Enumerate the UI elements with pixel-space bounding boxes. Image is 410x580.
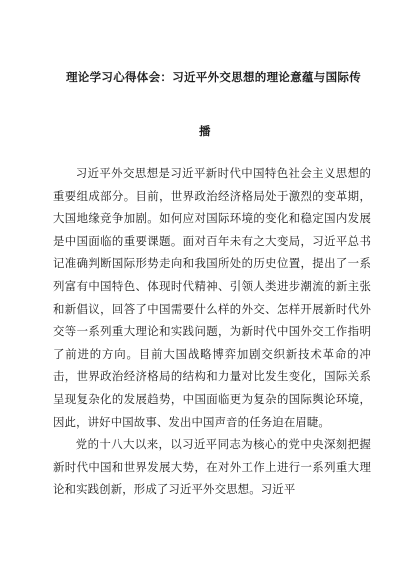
body-paragraph-2: 党的十八大以来，以习近平同志为核心的党中央深刻把握新时代中国和世界发展大势，在对外工作上进行一系列重大理论和实践创新，形成了习近平外交思想。习近平 bbox=[53, 437, 371, 497]
document-body bbox=[53, 162, 371, 501]
document-title-line2: 播 bbox=[199, 124, 211, 138]
body-paragraph-1: 习近平外交思想是习近平新时代中国特色社会主义思想的重要组成部分。目前，世界政治经济格局处于激烈的变革期，大国地缘竞争加剧。如何应对国际环境的变化和稳定国内发展是中国面临的重要课题。面对百年未有之大变局，习近平总书记准确判断国际形势走向和我国所处的历史位置，提出了一系列富有中国特色、体现时代精神、引领人类进步潮流的新主张和新倡议，回答了中国需要什么样的外交、怎样开展新时代外交等一系列重大理论和实践问题，为新时代中国外交工作指明了前进的方向。目前大国战略博弈加剧交织新技术革命的冲击，世界政治经济格局的结构和力量对比发生变化，国际关系呈现复杂化的发展趋势，中国面临更为复杂的国际舆论环境，因此，讲好中国故事、发出中国声音的任务迫在眉睫。 bbox=[53, 166, 371, 429]
document-title-line1: 理论学习心得体会：习近平外交思想的理论意蕴与国际传 bbox=[66, 70, 361, 84]
